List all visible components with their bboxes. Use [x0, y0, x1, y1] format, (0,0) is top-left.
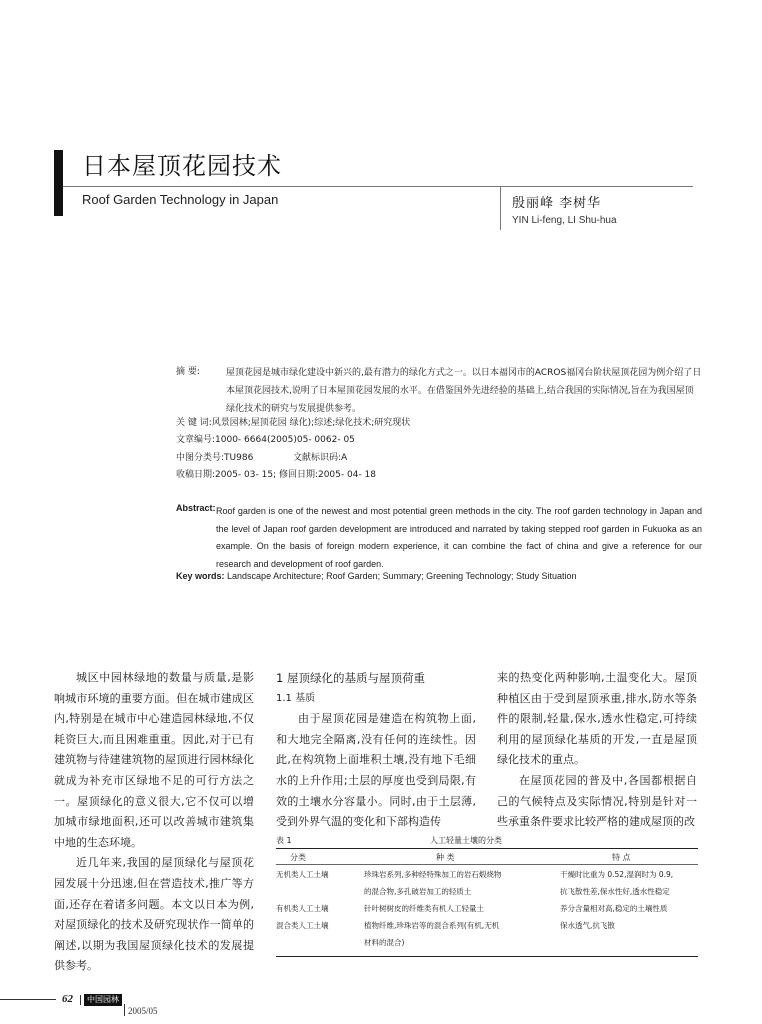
table-label: 表 1 — [276, 836, 292, 845]
document-code: 文献标识码:A — [293, 453, 348, 463]
table-bottom-rule — [276, 956, 698, 957]
author-divider — [500, 186, 501, 230]
abstract-en-text: Roof garden is one of the newest and most potential green methods in the city. The roof garden technology in Japan and the level of Japan roof garden development are introduced and narrated by taking stepped roof garden in Fukuoka as an example. On the basis of foreign modern experience, it can combine the fact of china and give a reference for our research and development of roof garden. — [216, 506, 702, 569]
table-title: 人工轻量土壤的分类 — [430, 836, 502, 845]
title-accent-bar — [54, 150, 63, 216]
keywords-en-line — [176, 571, 577, 581]
table-cell: 材料的混合) — [364, 938, 405, 947]
article-number: 文章编号:1000- 6664(2005)05- 0062- 05 — [176, 435, 355, 445]
journal-name: 中国园林 — [84, 994, 122, 1006]
table-cell: 植物纤维,珍珠岩等的混合系列(有机,无机 — [364, 921, 500, 930]
table-cell: 干燥时比重为 0.52,湿润时为 0.9, — [560, 870, 674, 879]
table-cell: 养分含量相对高,稳定的土壤性质 — [560, 904, 668, 913]
received-dates: 收稿日期:2005- 03- 15; 修回日期:2005- 04- 18 — [176, 470, 377, 480]
page-number: 62 — [62, 993, 73, 1005]
page-title: 日本屋顶花园技术 — [82, 152, 282, 180]
keywords-en: Landscape Architecture; Roof Garden; Summary; Greening Technology; Study Situation — [227, 571, 577, 581]
body-column-3 — [497, 668, 697, 833]
authors-chinese: 殷丽峰 李树华 — [512, 196, 602, 211]
footer-separator — [80, 995, 81, 1005]
abstract-en-label: Abstract: — [176, 503, 216, 513]
table-cell: 混合类人工土壤 — [276, 921, 329, 930]
section-1-1-paragraph-2: 在屋顶花园的普及中,各国都根据自己的气候特点及实际情况,特别是针对一些承重条件要求比较严格的建成屋顶的改 — [497, 773, 697, 829]
table-header-category: 分类 — [290, 853, 306, 862]
table-header-type: 种 类 — [436, 853, 455, 862]
section-1-1-heading: 1.1 基质 — [276, 692, 316, 704]
abstract-label: 摘 要: — [176, 367, 200, 377]
keywords-zh: 关 键 词:风景园林;屋顶花园 绿化);综述;绿化技术;研究现状 — [176, 418, 411, 428]
table-cell: 抗飞散性差,保水性好,透水性稳定 — [560, 887, 670, 896]
body-column-2 — [276, 668, 476, 833]
intro-paragraph-2: 近几年来,我国的屋顶绿化与屋顶花园发展十分迅速,但在营造技术,推广等方面,还存在着诸多问题。本文以日本为例,对屋顶绿化的技术及研究现状作一简单的阐述,以期为我国屋顶绿化技术的发展提供参考。 — [54, 856, 254, 973]
table-cell: 珍珠岩系列,多种经特殊加工的岩石煅烧物 — [364, 870, 502, 879]
page-title-english: Roof Garden Technology in Japan — [82, 192, 279, 207]
section-1-heading: 1 屋顶绿化的基质与屋顶荷重 — [276, 671, 425, 685]
section-1-1-continued: 来的热变化两种影响,土温变化大。屋顶种植区由于受到屋顶承重,排水,防水等条件的限制,轻量,保水,透水性稳定,可持续利用的屋顶绿化基质的开发,一直是屋顶绿化技术的重点。 — [497, 671, 697, 767]
footer-separator-2 — [124, 1004, 125, 1016]
title-divider — [63, 186, 693, 187]
issue-date: 2005/05 — [128, 1006, 158, 1016]
authors-english: YIN Li-feng, LI Shu-hua — [512, 215, 617, 226]
clc-number: 中图分类号:TU986 — [176, 453, 254, 463]
intro-paragraph-1: 城区中园林绿地的数量与质量,是影响城市环境的重要方面。但在城市建成区内,特别是在城市中心建造园林绿地,不仅耗资巨大,而且困难重重。因此,对于已有建筑物与待建建筑物的屋顶进行园林绿化就成为补充市区绿地不足的可行方法之一。屋顶绿化的意义很大,它不仅可以增加城市绿地面积,还可以改善城市建筑集中地的生态环境。 — [54, 671, 254, 849]
section-1-1-paragraph: 由于屋顶花园是建造在构筑物上面,和大地完全隔离,没有任何的连续性。因此,在构筑物上面堆积土壤,没有地下毛细水的上升作用;土层的厚度也受到局限,有效的土壤水分容量小。同时,由于土层薄,受到外界气温的变化和下部构造传 — [276, 712, 476, 829]
abstract-text: 屋顶花园是城市绿化建设中新兴的,最有潜力的绿化方式之一。以日本福冈市的ACROS福冈台阶状屋顶花园为例介绍了日本屋顶花园技术,说明了日本屋顶花园发展的水平。在借鉴国外先进经验的基础上,结合我国的实际情况,旨在为我国屋顶绿化技术的研究与发展提供参考。 — [226, 368, 702, 414]
keywords-en-label: Key words: — [176, 571, 225, 581]
table-cell: 针叶树树皮的纤维类有机人工轻量土 — [364, 904, 484, 913]
body-column-1 — [54, 668, 254, 977]
table-top-rule — [276, 848, 698, 849]
table-cell: 有机类人工土壤 — [276, 904, 329, 913]
table-header-rule — [276, 864, 698, 865]
table-cell: 无机类人工土壤 — [276, 870, 329, 879]
footer-rule — [0, 999, 56, 1000]
table-cell: 的混合物,多孔破岩加工的轻质土 — [364, 887, 472, 896]
table-header-feature: 特 点 — [612, 853, 631, 862]
table-cell: 保水透气,抗飞散 — [560, 921, 615, 930]
